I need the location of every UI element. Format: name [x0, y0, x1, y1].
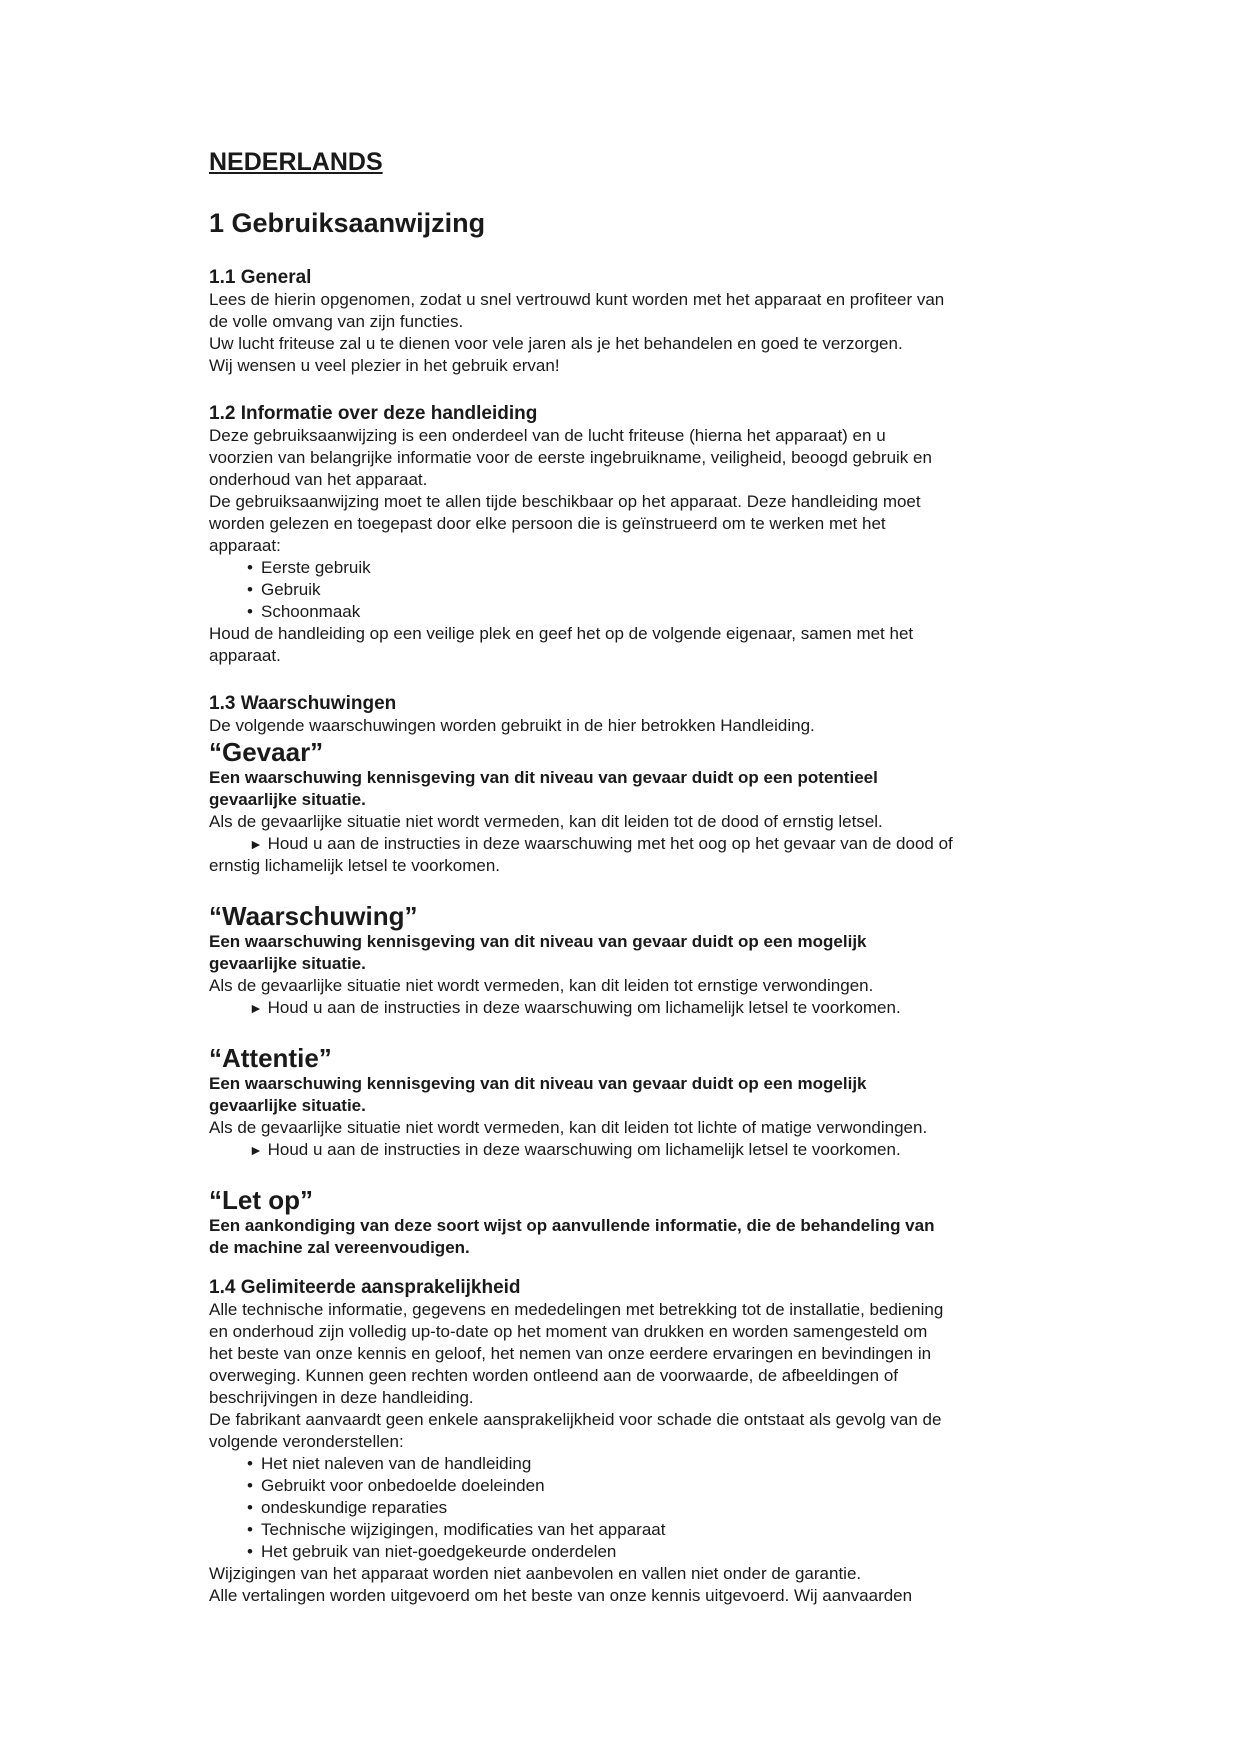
section-heading-info: 1.2 Informatie over deze handleiding [209, 403, 538, 424]
gevaar-bold-2: gevaarlijke situatie. [209, 790, 366, 809]
waarschuwing-instruction [209, 997, 1059, 1019]
letop-bold-2: de machine zal vereenvoudigen. [209, 1238, 470, 1257]
attentie-bold-2: gevaarlijke situatie. [209, 1096, 366, 1115]
info-after-line-2: apparaat. [209, 646, 281, 665]
list-item: • Gebruikt voor onbedoelde doeleinden [247, 1475, 1059, 1497]
arrow-right-icon: ► [249, 836, 263, 852]
section-heading-liability: 1.4 Gelimiteerde aansprakelijkheid [209, 1277, 521, 1298]
info-line-5: worden gelezen en toegepast door elke persoon die is geïnstrueerd om te werken met het [209, 514, 886, 533]
liability-line-7: volgende veronderstellen: [209, 1432, 404, 1451]
liability-line-3: het beste van onze kennis en geloof, het nemen van onze eerdere ervaringen en bevindingen in [209, 1344, 932, 1363]
info-line-6: apparaat: [209, 536, 281, 555]
waarschuwing-bold-2: gevaarlijke situatie. [209, 954, 366, 973]
arrow-right-icon: ► [249, 1142, 263, 1158]
gevaar-text: Als de gevaarlijke situatie niet wordt vermeden, kan dit leiden tot de dood of ernstig letsel. [209, 812, 883, 831]
section-heading-general: 1.1 General [209, 267, 312, 288]
liability-after-line-2: Alle vertalingen worden uitgevoerd om het beste van onze kennis uitgevoerd. Wij aanvaarden [209, 1586, 913, 1605]
general-line-3: Uw lucht friteuse zal u te dienen voor vele jaren als je het behandelen en goed te verzorgen. [209, 334, 903, 353]
gevaar-bold-1: Een waarschuwing kennisgeving van dit niveau van gevaar duidt op een potentieel [209, 768, 878, 787]
liability-line-5: beschrijvingen in deze handleiding. [209, 1388, 474, 1407]
liability-line-4: overweging. Kunnen geen rechten worden ontleend aan de voorwaarde, de afbeeldingen of [209, 1366, 899, 1385]
list-item: • Technische wijzigingen, modificaties van het apparaat [247, 1519, 1059, 1541]
warning-title-waarschuwing: “Waarschuwing” [209, 901, 418, 931]
gevaar-instruction-text: Houd u aan de instructies in deze waarschuwing met het oog op het gevaar van de dood of [267, 834, 953, 853]
warning-title-gevaar: “Gevaar” [209, 737, 324, 767]
attentie-text: Als de gevaarlijke situatie niet wordt vermeden, kan dit leiden tot lichte of matige verwondingen. [209, 1118, 928, 1137]
info-line-3: onderhoud van het apparaat. [209, 470, 428, 489]
liability-after-line-1: Wijzigingen van het apparaat worden niet aanbevolen en vallen niet onder de garantie. [209, 1564, 862, 1583]
list-item: • ondeskundige reparaties [247, 1497, 1059, 1519]
list-item: • Het gebruik van niet-goedgekeurde onderdelen [247, 1541, 1059, 1563]
gevaar-instruction [209, 833, 1059, 855]
warnings-intro: De volgende waarschuwingen worden gebruikt in de hier betrokken Handleiding. [209, 716, 815, 735]
list-item: • Eerste gebruik [247, 557, 1059, 579]
document-content [209, 147, 1059, 1607]
waarschuwing-instruction-text: Houd u aan de instructies in deze waarschuwing om lichamelijk letsel te voorkomen. [267, 998, 901, 1017]
liability-bullet-list [209, 1453, 1059, 1563]
attentie-instruction [209, 1139, 1059, 1161]
list-item: • Gebruik [247, 579, 1059, 601]
warning-title-letop: “Let op” [209, 1185, 313, 1215]
attentie-instruction-text: Houd u aan de instructies in deze waarschuwing om lichamelijk letsel te voorkomen. [267, 1140, 901, 1159]
warning-title-attentie: “Attentie” [209, 1043, 332, 1073]
general-line-1: Lees de hierin opgenomen, zodat u snel vertrouwd kunt worden met het apparaat en profiteer van [209, 290, 945, 309]
language-heading: NEDERLANDS [209, 148, 383, 176]
info-bullet-list [209, 557, 1059, 623]
list-item: • Schoonmaak [247, 601, 1059, 623]
info-line-4: De gebruiksaanwijzing moet te allen tijde beschikbaar op het apparaat. Deze handleiding moet [209, 492, 921, 511]
gevaar-instruction-cont: ernstig lichamelijk letsel te voorkomen. [209, 856, 501, 875]
arrow-right-icon: ► [249, 1000, 263, 1016]
info-line-2: voorzien van belangrijke informatie voor de eerste ingebruikname, veiligheid, beoogd gebruik en [209, 448, 932, 467]
waarschuwing-bold-1: Een waarschuwing kennisgeving van dit niveau van gevaar duidt op een mogelijk [209, 932, 867, 951]
waarschuwing-text: Als de gevaarlijke situatie niet wordt vermeden, kan dit leiden tot ernstige verwondingen. [209, 976, 874, 995]
general-line-2: de volle omvang van zijn functies. [209, 312, 464, 331]
liability-line-2: en onderhoud zijn volledig up-to-date op het moment van drukken en worden samengesteld om [209, 1322, 928, 1341]
attentie-bold-1: Een waarschuwing kennisgeving van dit niveau van gevaar duidt op een mogelijk [209, 1074, 867, 1093]
liability-line-6: De fabrikant aanvaardt geen enkele aansprakelijkheid voor schade die ontstaat als gevolg van de [209, 1410, 942, 1429]
info-after-line-1: Houd de handleiding op een veilige plek en geef het op de volgende eigenaar, samen met het [209, 624, 914, 643]
page-title: 1 Gebruiksaanwijzing [209, 208, 486, 238]
list-item: • Het niet naleven van de handleiding [247, 1453, 1059, 1475]
liability-line-1: Alle technische informatie, gegevens en mededelingen met betrekking tot de installatie, bediening [209, 1300, 944, 1319]
section-heading-warnings: 1.3 Waarschuwingen [209, 693, 397, 714]
letop-bold-1: Een aankondiging van deze soort wijst op aanvullende informatie, die de behandeling van [209, 1216, 935, 1235]
info-line-1: Deze gebruiksaanwijzing is een onderdeel van de lucht friteuse (hierna het apparaat) en u [209, 426, 886, 445]
general-line-4: Wij wensen u veel plezier in het gebruik ervan! [209, 356, 560, 375]
